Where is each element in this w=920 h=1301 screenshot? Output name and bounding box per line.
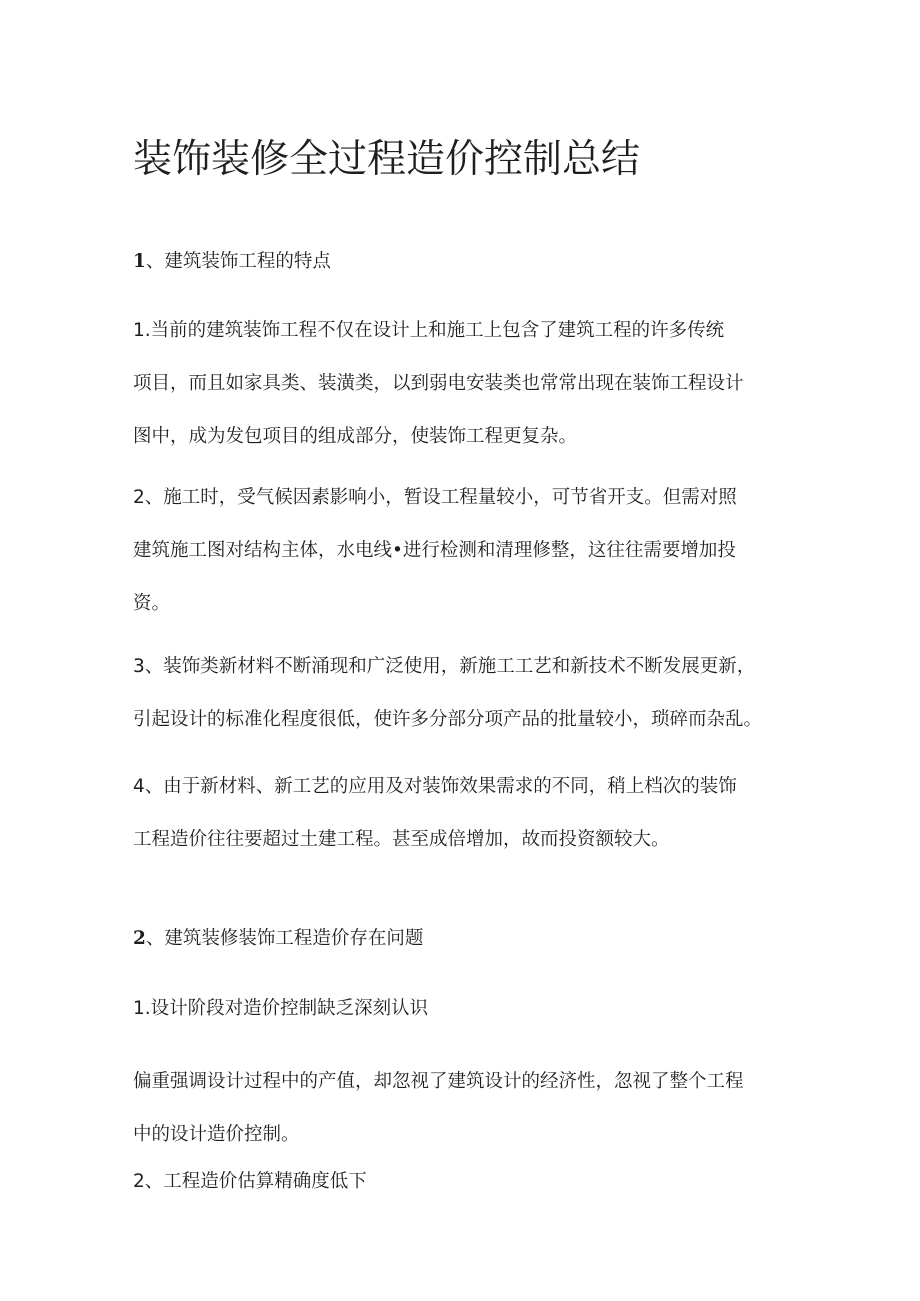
paragraph-line: 4、由于新材料、新工艺的应用及对装饰效果需求的不同，稍上档次的装饰 [133,776,737,797]
section-1-paragraph-4 [133,760,813,866]
paragraph-line: 2、施工时，受气候因素影响小，暂设工程量较小，可节省开支。但需对照 [133,487,737,508]
section-1-paragraph-3 [133,640,813,746]
section-1-heading [133,247,331,273]
section-2-number: 2 [133,928,146,949]
section-2-heading-text: 、建筑装修装饰工程造价存在问题 [145,928,424,949]
section-1-heading-text: 、建筑装饰工程的特点 [145,251,331,272]
paragraph-line: 1.当前的建筑装饰工程不仅在设计上和施工上包含了建筑工程的许多传统 [133,320,725,341]
paragraph-line: 图中，成为发包项目的组成部分，使装饰工程更复杂。 [133,426,578,447]
paragraph-line: 引起设计的标准化程度很低，使许多分部分项产品的批量较小，琐碎而杂乱。 [133,709,763,730]
paragraph-line: 中的设计造价控制。 [133,1124,300,1145]
section-2-heading [133,924,423,950]
section-1-number: 1 [133,251,146,272]
paragraph-line: 项目，而且如家具类、装潢类，以到弱电安装类也常常出现在装饰工程设计 [133,373,744,394]
paragraph-line: 3、装饰类新材料不断涌现和广泛使用，新施工工艺和新技术不断发展更新， [133,656,756,677]
paragraph-line: 工程造价往往要超过土建工程。甚至成倍增加，故而投资额较大。 [133,829,670,850]
paragraph-line: 偏重强调设计过程中的产值，却忽视了建筑设计的经济性，忽视了整个工程 [133,1071,744,1092]
section-2-paragraph-1 [133,1055,813,1161]
document-title: 装饰装修全过程造价控制总结 [133,137,641,182]
paragraph-line: 建筑施工图对结构主体，水电线•进行检测和清理修整，这往往需要增加投 [133,540,736,561]
section-1-paragraph-2 [133,471,813,630]
section-1-paragraph-1 [133,304,813,463]
section-2-subheading-1: 1.设计阶段对造价控制缺乏深刻认识 [133,998,429,1019]
paragraph-line: 资。 [133,593,171,614]
section-2-subheading-2: 2、工程造价估算精确度低下 [133,1171,367,1192]
